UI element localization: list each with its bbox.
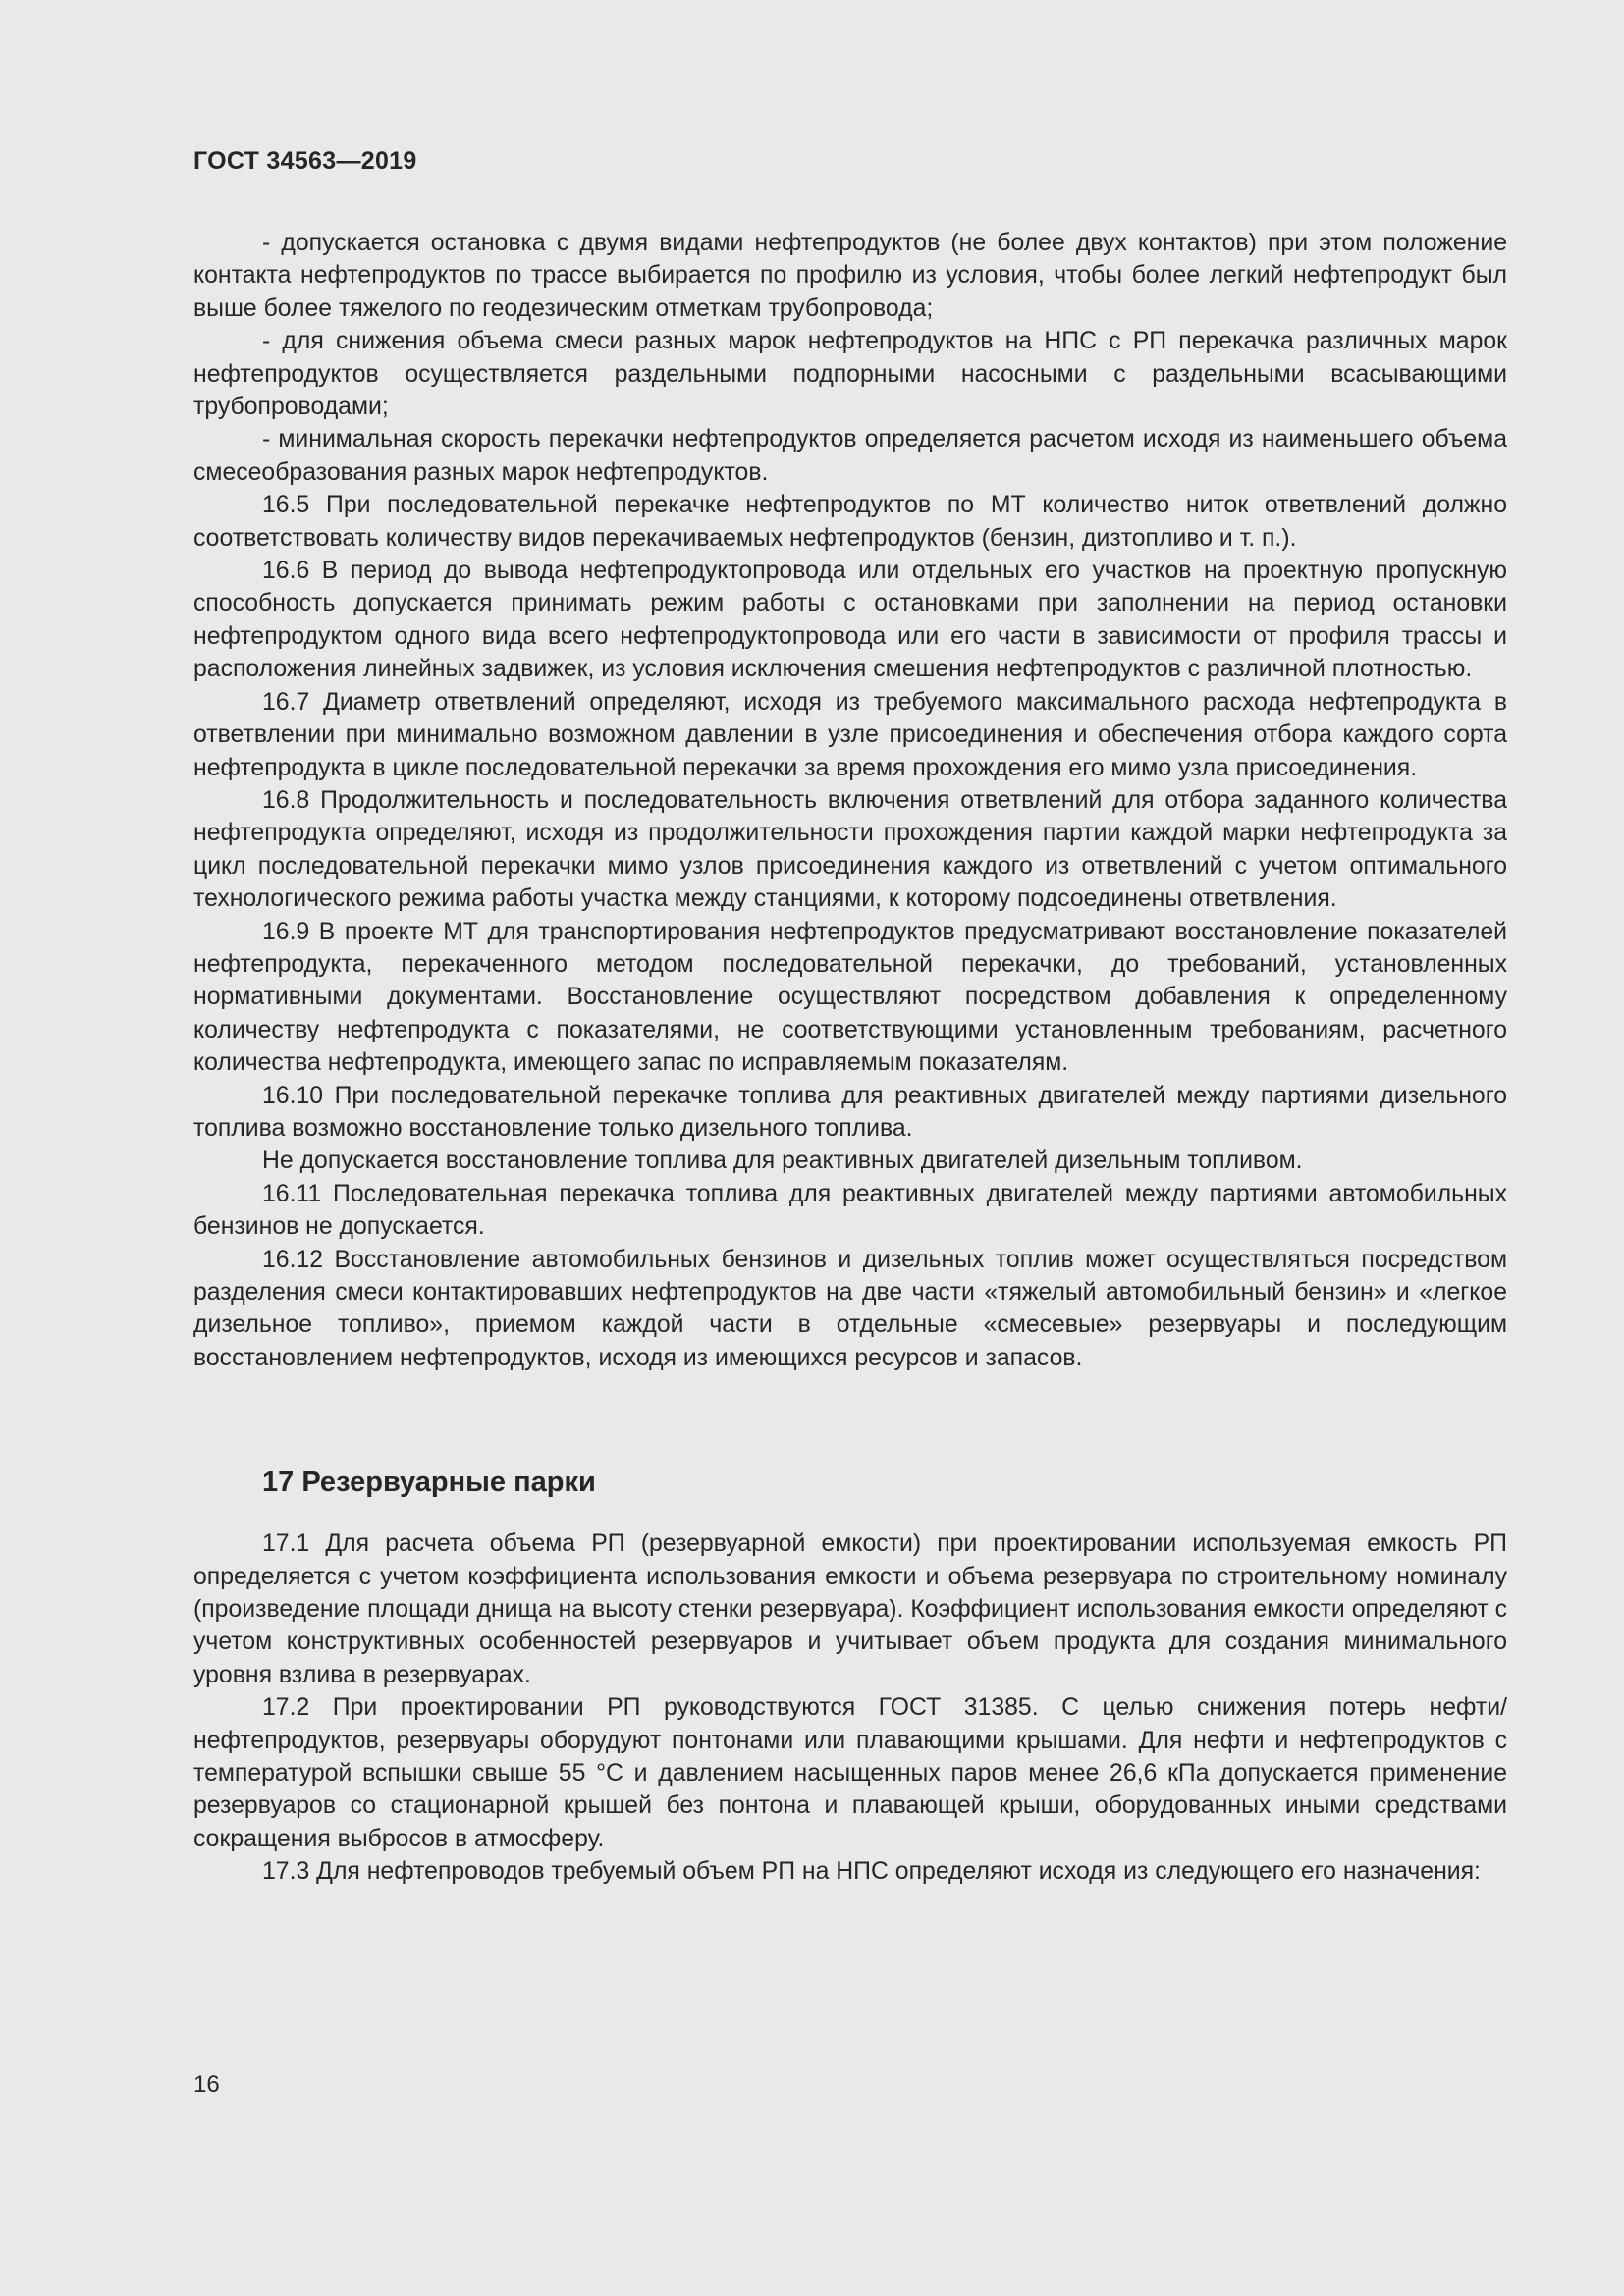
page-number: 16 — [193, 2071, 220, 2098]
paragraph-16-10: 16.10 При последовательной перекачке топлива для реактивных двигателей между партиями дизельного топлива возможно восстановление только дизельного топлива. — [193, 1082, 1507, 1142]
paragraph-list-item: - допускается остановка с двумя видами нефтепродуктов (не более двух контактов) при этом положение контакта нефтепродуктов по трассе выбирается по профилю из условия, чтобы более легкий нефтепродукт был выше более тяжелого по геодезическим отметкам трубопровода; — [193, 230, 1507, 322]
paragraph-17-3: 17.3 Для нефтепроводов требуемый объем РП на НПС определяют исходя из следующего его назначения: — [262, 1858, 1481, 1886]
section-spacer — [193, 1374, 1507, 1463]
document-page — [193, 147, 1507, 1889]
paragraph-16-7: 16.7 Диаметр ответвлений определяют, исходя из требуемого максимального расхода нефтепродукта в ответвлении при минимально возможном давлении в узле присоединения и обеспечения отбора каждого сорта нефтепродукта в цикле последовательной перекачки за время прохождения его мимо узла присоединения. — [193, 688, 1507, 781]
paragraph-16-8: 16.8 Продолжительность и последовательность включения ответвлений для отбора заданного количества нефтепродукта определяют, исходя из продолжительности прохождения партии каждой марки нефтепродукта за цикл последовательной перекачки мимо узлов присоединения каждого из ответвлений с учетом оптимального технологического режима работы участка между станциями, к которому подсоединены ответвления. — [193, 786, 1507, 913]
section-title: 17 Резервуарные парки — [262, 1467, 596, 1499]
paragraph-16-9: 16.9 В проекте МТ для транспортирования нефтепродуктов предусматривают восстановление показателей нефтепродукта, перекаченного методом последовательной перекачки, до требований, установленных нормативными документами. Восстановление осуществляют посредством добавления к определенному количеству нефтепродукта с показателями, не соответствующими установленным требованиям, расчетного количества нефтепродукта, имеющего запас по исправляемым показателям. — [193, 918, 1507, 1077]
paragraph-list-item: - минимальная скорость перекачки нефтепродуктов определяется расчетом исходя из наименьшего объема смесеобразования разных марок нефтепродуктов. — [193, 426, 1507, 486]
paragraph-16-11: 16.11 Последовательная перекачка топлива для реактивных двигателей между партиями автомобильных бензинов не допускается. — [193, 1180, 1507, 1241]
document-header: ГОСТ 34563—2019 — [193, 147, 417, 175]
paragraph-17-2: 17.2 При проектировании РП руководствуются ГОСТ 31385. С целью снижения потерь нефти/ нефтепродуктов, резервуары оборудуют понтонами или плавающими крышами. Для нефти и нефтепродуктов с температурой вспышки свыше 55 °С и давлением насыщенных паров менее 26,6 кПа допускается применение резервуаров со стационарной крышей без понтона и плавающей крыши, оборудованных иными средствами сокращения выбросов в атмосферу. — [193, 1694, 1507, 1852]
paragraph-16-5: 16.5 При последовательной перекачке нефтепродуктов по МТ количество ниток ответвлений должно соответствовать количеству видов перекачиваемых нефтепродуктов (бензин, дизтопливо и т. п.). — [193, 492, 1507, 552]
paragraph-16-12: 16.12 Восстановление автомобильных бензинов и дизельных топлив может осуществляться посредством разделения смеси контактировавших нефтепродуктов на две части «тяжелый автомобильный бензин» и «легкое дизельное топливо», приемом каждой части в отдельные «смесевые» резервуары и последующим восстановлением нефтепродуктов, исходя из имеющихся ресурсов и запасов. — [193, 1246, 1507, 1371]
paragraph-16-6: 16.6 В период до вывода нефтепродуктопровода или отдельных его участков на проектную пропускную способность допускается принимать режим работы с остановками при заполнении на период остановки нефтепродуктом одного вида всего нефтепродуктопровода или его части в зависимости от профиля трассы и расположения линейных задвижек, из условия исключения смешения нефтепродуктов с различной плотностью. — [193, 558, 1507, 683]
paragraph-17-1: 17.1 Для расчета объема РП (резервуарной емкости) при проектировании используемая емкость РП определяется с учетом коэффициента использования емкости и объема резервуара по строительному номиналу (произведение площади днища на высоту стенки резервуара). Коэффициент использования емкости определяют с учетом конструктивных особенностей резервуаров и учитывает объем продукта для создания минимального уровня взлива в резервуарах. — [193, 1530, 1507, 1688]
paragraph-list-item: - для снижения объема смеси разных марок нефтепродуктов на НПС с РП перекачка различных марок нефтепродуктов осуществляется раздельными подпорными насосными с раздельными всасывающими трубопроводами; — [193, 328, 1507, 421]
paragraph-16-10-note: Не допускается восстановление топлива для реактивных двигателей дизельным топливом. — [262, 1148, 1303, 1175]
